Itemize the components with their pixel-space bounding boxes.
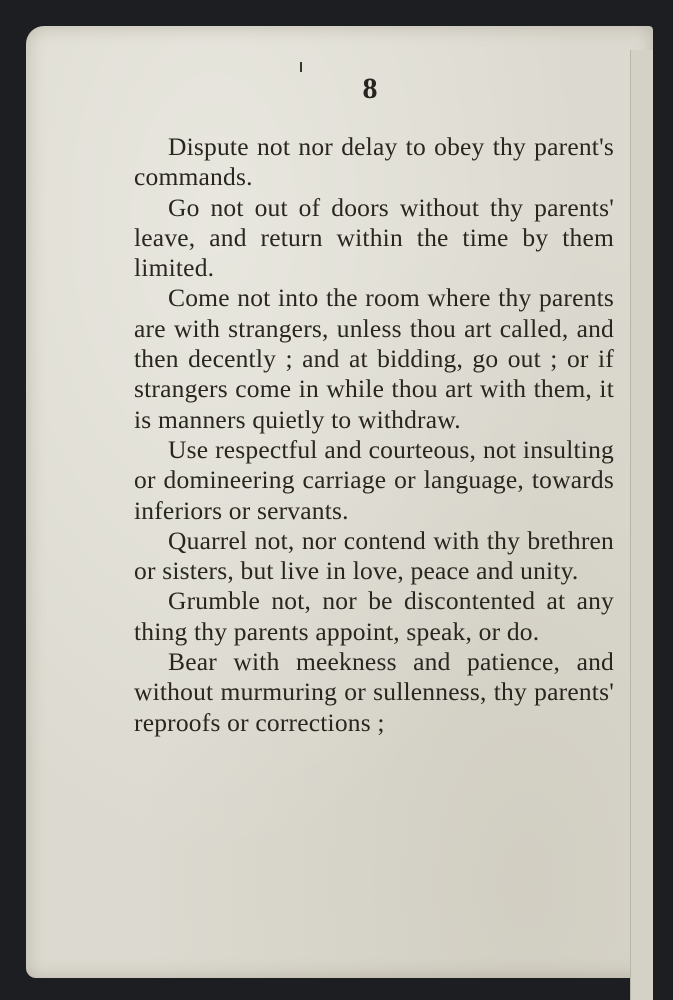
page-edge <box>630 50 653 1000</box>
ink-mark <box>300 62 302 72</box>
page-text <box>134 132 614 738</box>
paragraph-strangers: Come not into the room where thy parents are with strangers, unless thou art called, and then decently ; and at bidding, go out ; or if strangers come in while thou art with them, it is manners quietly to withdraw. <box>134 283 614 434</box>
paragraph-quarrel: Quarrel not, nor contend with thy brethren or sisters, but live in love, peace and unity. <box>134 525 614 586</box>
paragraph-grumble: Grumble not, nor be discontented at any thing thy parents appoint, speak, or do. <box>134 586 614 646</box>
page-number: 8 <box>362 72 378 105</box>
paragraph-obey: Dispute not nor delay to obey thy parent's commands. <box>134 132 614 192</box>
paragraph-leave: Go not out of doors without thy parents' leave, and return within the time by them limited. <box>134 192 614 283</box>
paragraph-respectful: Use respectful and courteous, not insulting or domineering carriage or language, towards inferiors or servants. <box>134 434 614 525</box>
paragraph-meekness: Bear with meekness and patience, and without murmuring or sullenness, thy parents' reproofs or corrections ; <box>134 647 614 737</box>
